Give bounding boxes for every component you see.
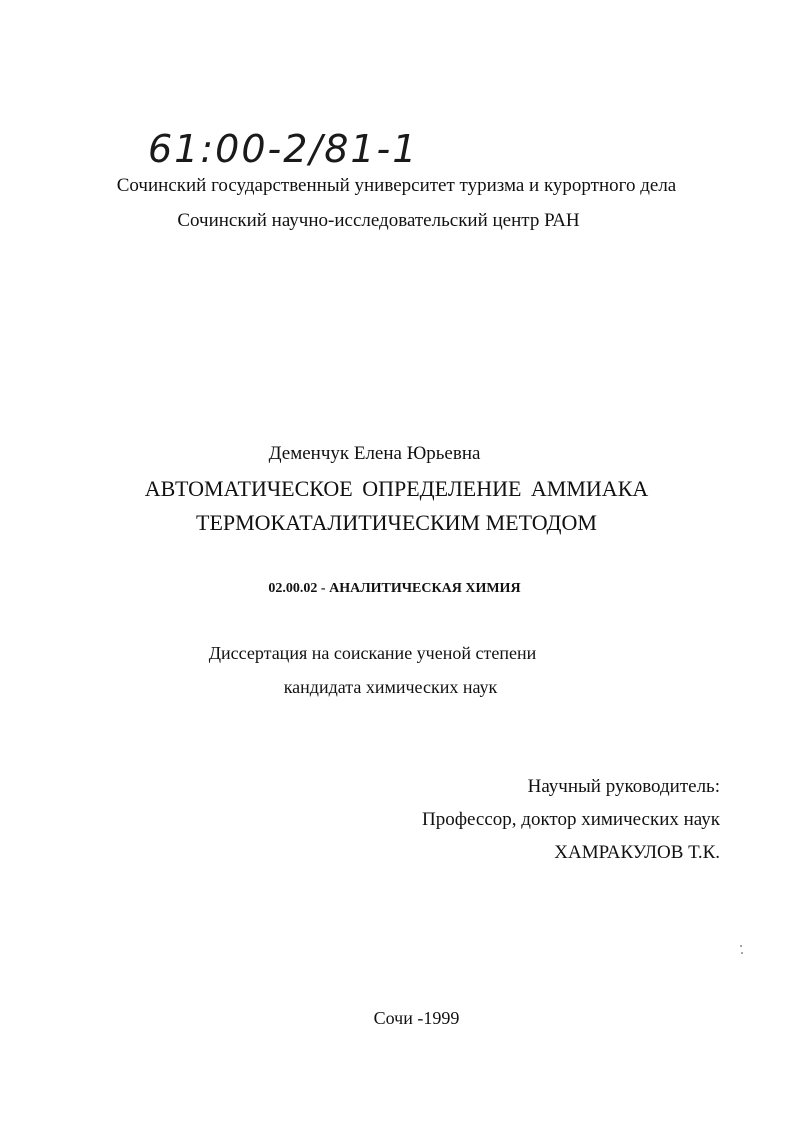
archive-code-text: 61:00-2/81-1 [148, 127, 419, 171]
dissertation-purpose-line-1: Диссертация на соискание ученой степени [208, 643, 537, 663]
specialty-code: 02.00.02 - АНАЛИТИЧЕСКАЯ ХИМИЯ [268, 581, 521, 596]
thesis-title-line-2: ТЕРМОКАТАЛИТИЧЕСКИМ МЕТОДОМ [196, 510, 597, 535]
scan-speck [741, 952, 743, 954]
thesis-title-line-1: АВТОМАТИЧЕСКОЕ ОПРЕДЕЛЕНИЕ АММИАКА [144, 476, 649, 501]
supervisor-label: Научный руководитель: [527, 776, 720, 797]
scan-speck [740, 945, 742, 947]
supervisor-position: Профессор, доктор химических наук [421, 809, 720, 830]
author-name: Деменчук Елена Юрьевна [268, 443, 481, 464]
supervisor-name: ХАМРАКУЛОВ Т.К. [554, 842, 720, 863]
institution-university: Сочинский государственный университет туризма и курортного дела [116, 175, 677, 196]
city-year: Сочи -1999 [373, 1008, 460, 1028]
handwritten-archive-code [138, 110, 468, 180]
dissertation-purpose-line-2: кандидата химических наук [283, 677, 498, 697]
institution-research-center: Сочинский научно-исследовательский центр РАН [177, 210, 580, 231]
